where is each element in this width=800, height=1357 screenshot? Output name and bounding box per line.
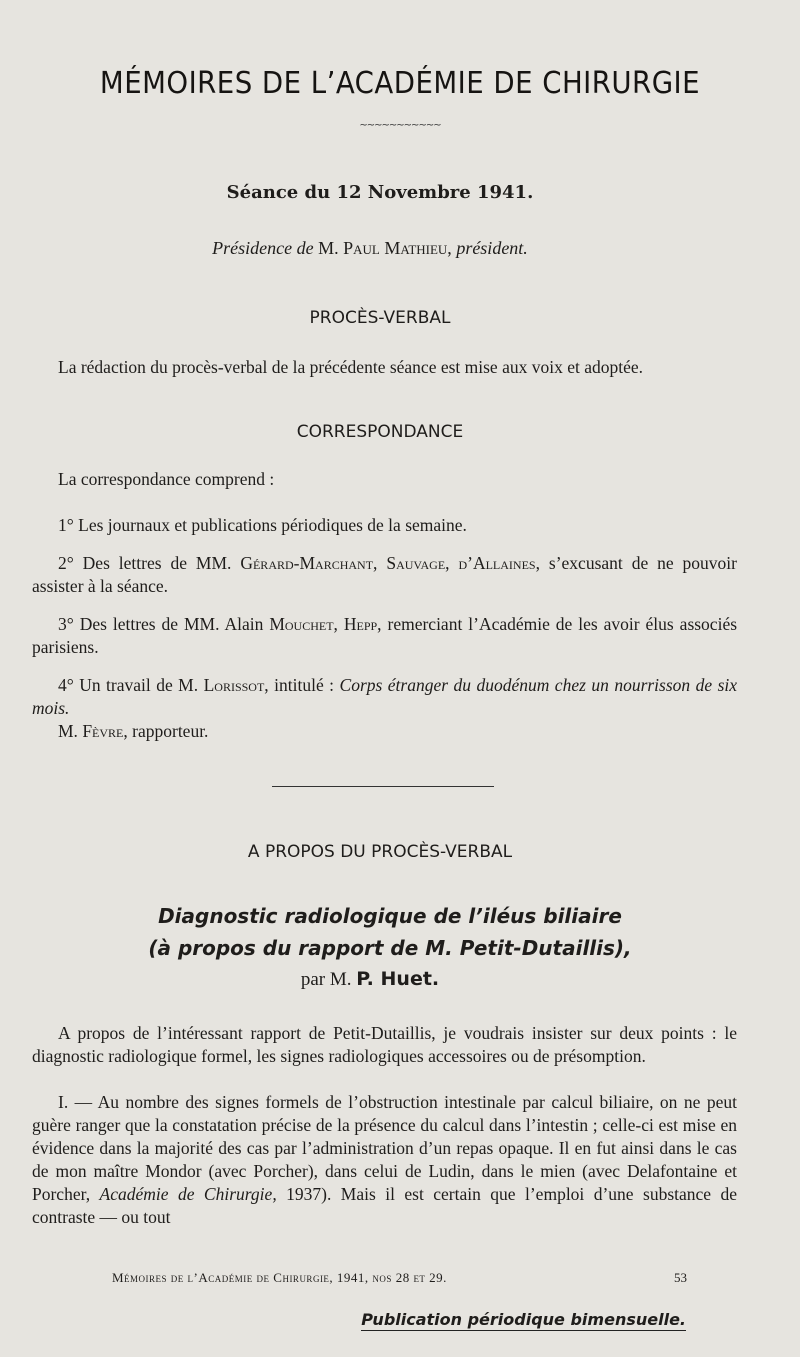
proces-verbal-text: La rédaction du procès-verbal de la précédente séance est mise aux voix et adoptée.	[58, 357, 644, 377]
journal-title: MÉMOIRES DE L’ACADÉMIE DE CHIRURGIE	[99, 66, 701, 101]
paragraph-2-text-b: 1937). Mais il est certain que l’emploi d’une substance de contraste — ou tout	[32, 1184, 737, 1227]
presidence-prefix: Présidence de	[212, 238, 314, 258]
article-byline	[0, 968, 740, 991]
article-title-line-2: (à propos du rapport de M. Petit-Dutaillis),	[148, 936, 632, 960]
publication-note: Publication périodique bimensuelle.	[361, 1310, 686, 1329]
item-3-names: Mouchet, Hepp,	[269, 614, 382, 634]
article-author: P. Huet.	[356, 968, 440, 990]
article-section-heading: A PROPOS DU PROCÈS-VERBAL	[247, 842, 513, 862]
correspondance-item-1: 1° Les journaux et publications périodiques de la semaine.	[58, 515, 467, 535]
item-2-text-a: 2° Des lettres de MM.	[58, 553, 232, 573]
article-title-line-1: Diagnostic radiologique de l’iléus biliaire	[158, 904, 622, 928]
footer-citation: Mémoires de l’Académie de Chirurgie, 1941, nos 28 et 29.	[112, 1270, 447, 1285]
paragraph-2-text-a: I. — Au nombre des signes formels de l’obstruction intestinale par calcul biliaire, on ne peut guère ranger que la constatation précise de la présence du calcul dans l’intestin ; celle-ci est mise en évidence dans la majorité des cas par l’administration d’un repas opaque. Il en fut ainsi dans le cas de mon maître Mondor (avec Porcher), dans celui de Ludin, dans le mien (avec Delafontaine et Porcher,	[32, 1092, 737, 1204]
item-2-text-b: s’excusant de ne pouvoir assister à la séance.	[32, 553, 738, 596]
correspondance-item-4	[32, 674, 737, 720]
item-4-name: Lorissot,	[203, 675, 269, 695]
president-name: Paul Mathieu,	[343, 238, 452, 258]
correspondance-heading: CORRESPONDANCE	[296, 422, 464, 442]
session-date: Séance du 12 Novembre 1941.	[226, 182, 534, 203]
correspondance-intro: La correspondance comprend :	[58, 469, 275, 489]
article-paragraph-2	[32, 1091, 737, 1229]
presidence-line	[0, 238, 740, 259]
paragraph-2-journal: Académie de Chirurgie,	[99, 1184, 277, 1204]
article-title	[0, 900, 780, 964]
correspondance-item-3	[32, 613, 737, 659]
page-number: 53	[674, 1270, 687, 1285]
page-footer	[112, 1270, 687, 1286]
ornament: ~~~~~~~~~~~	[359, 120, 441, 131]
president-title: M.	[318, 238, 339, 258]
byline-prefix: par M.	[300, 969, 352, 990]
item-2-names: Gérard-Marchant, Sauvage, d’Allaines,	[240, 553, 540, 573]
item-3-text-b: remerciant l’Académie de les avoir élus associés parisiens.	[32, 614, 738, 657]
rapporteur-suffix: rapporteur.	[132, 721, 209, 741]
rapporteur-name: Fèvre,	[82, 721, 128, 741]
rapporteur-line	[32, 720, 737, 743]
proces-verbal-heading: PROCÈS-VERBAL	[309, 308, 451, 328]
correspondance-item-2	[32, 552, 737, 598]
item-4-text-a: 4° Un travail de M.	[58, 675, 199, 695]
item-4-title: Corps étranger du duodénum chez un nourrisson de six mois.	[32, 675, 738, 718]
president-role: président.	[456, 238, 528, 258]
section-divider	[272, 786, 494, 787]
rapporteur-prefix: M.	[58, 721, 78, 741]
article-paragraph-1: A propos de l’intéressant rapport de Petit-Dutaillis, je voudrais insister sur deux points : le diagnostic radiologique formel, les signes radiologiques accessoires ou de présomption.	[32, 1023, 737, 1066]
item-3-text-a: 3° Des lettres de MM. Alain	[58, 614, 264, 634]
item-4-text-b: intitulé :	[274, 675, 335, 695]
